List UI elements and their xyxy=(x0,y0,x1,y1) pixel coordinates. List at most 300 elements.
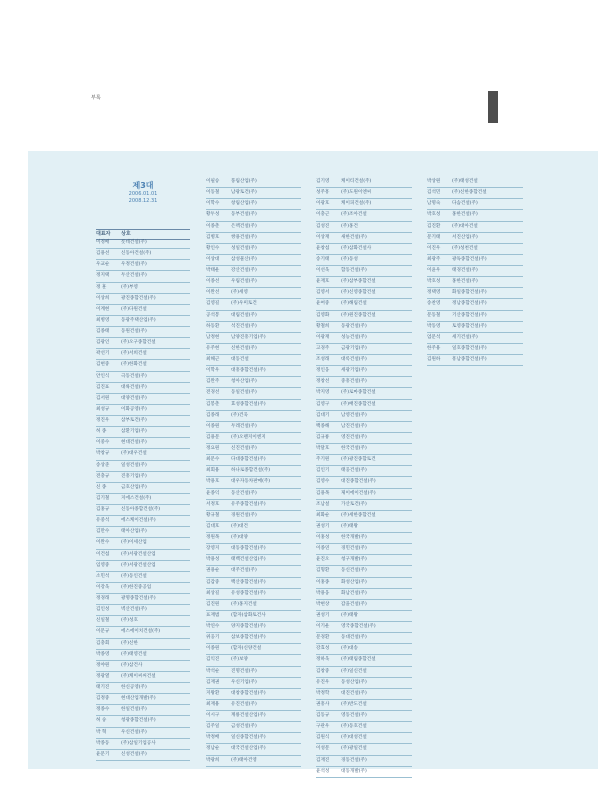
representative-name: 정지택 xyxy=(96,273,110,279)
list-item xyxy=(96,616,190,627)
list-item xyxy=(206,578,301,589)
company-name: 남양진흥기업(주) xyxy=(231,334,266,340)
representative-name: 이계현 xyxy=(96,306,110,312)
representative-name: 황인수 xyxy=(206,245,220,251)
list-item xyxy=(96,438,190,449)
company-name: 토영종합건설(주) xyxy=(452,323,487,329)
company-name: 대륙건설(주) xyxy=(121,384,147,390)
representative-name: 최화순 xyxy=(316,512,330,518)
company-name: 대국건설산업(주) xyxy=(231,746,266,752)
list-item xyxy=(96,238,190,249)
list-item xyxy=(96,627,190,638)
company-name: 대림건설(주) xyxy=(231,312,257,318)
company-name: 동광건설(주) xyxy=(341,323,367,329)
list-item xyxy=(206,311,301,322)
company-name: 화남건설(주) xyxy=(341,590,367,596)
company-name: 남영건설(주) xyxy=(341,412,367,418)
company-name: 한일건설(주) xyxy=(121,707,147,713)
list-item xyxy=(316,311,412,322)
company-name: 갑을건설(주) xyxy=(341,601,367,607)
list-item xyxy=(427,188,523,199)
list-item xyxy=(96,594,190,605)
list-item xyxy=(316,700,412,711)
list-item xyxy=(206,422,301,433)
company-name: (주)삼부종합건설 xyxy=(341,279,376,285)
company-name: 제이에이건설(주) xyxy=(341,490,376,496)
company-name: (주)다원건설 xyxy=(121,306,147,312)
company-name: 화성산업(주) xyxy=(341,579,367,585)
representative-name: 윤진오 xyxy=(316,557,330,563)
representative-name: 김주일 xyxy=(206,724,220,730)
list-item xyxy=(206,644,301,655)
list-item xyxy=(206,433,301,444)
representative-name: 이필승 xyxy=(206,179,220,184)
representative-name: 이종연 xyxy=(316,546,330,552)
list-item xyxy=(96,550,190,561)
list-item xyxy=(96,327,190,338)
list-item xyxy=(316,566,412,577)
company-name: 합동건설(주) xyxy=(341,268,367,273)
representative-name: 권성기 xyxy=(316,612,330,618)
representative-name: 박종영 xyxy=(96,651,110,657)
company-name: 대우자동차판매(주) xyxy=(231,479,271,485)
company-name: (주)한화건설 xyxy=(121,362,147,368)
company-name: 삼부토건(주) xyxy=(121,418,147,423)
list-item xyxy=(316,466,412,477)
list-item xyxy=(96,305,190,316)
company-name: (주)해림건설 xyxy=(341,301,367,307)
list-item xyxy=(206,477,301,488)
list-item xyxy=(316,233,412,244)
representative-name: 정하욱 xyxy=(316,657,330,663)
representative-name: 김성진 xyxy=(316,223,330,229)
company-name: 신동아건설(주) xyxy=(121,251,152,257)
company-name: (주)한진중공업 xyxy=(121,584,152,590)
list-item xyxy=(316,288,412,299)
representative-name: 이정배 xyxy=(96,240,110,245)
representative-name: 김병호 xyxy=(206,234,220,240)
representative-name: 김영길 xyxy=(206,301,220,307)
list-item xyxy=(316,344,412,355)
company-name: (주)삼건사 xyxy=(121,662,143,668)
list-item xyxy=(206,411,301,422)
company-name: (주)태아건영 xyxy=(231,757,257,763)
company-name: 은맥건설(주) xyxy=(231,223,257,229)
company-name: 중흥건설(주) xyxy=(341,379,367,385)
representative-name: 지왕환 xyxy=(206,690,220,696)
list-item xyxy=(96,561,190,572)
list-item xyxy=(96,538,190,549)
list-item xyxy=(316,678,412,689)
list-item xyxy=(316,422,412,433)
representative-name: 장영지 xyxy=(206,546,220,552)
company-name: 동대건설(주) xyxy=(341,635,367,641)
representative-name: 박상원 xyxy=(427,179,441,184)
representative-name: 김창중 xyxy=(316,668,330,674)
company-name: (주)원진종합건설 xyxy=(341,312,376,318)
company-name: 광명종합건설(주) xyxy=(121,596,156,601)
company-name: 남진건설(주) xyxy=(341,423,367,429)
list-item xyxy=(316,544,412,555)
representative-name: 태기진 xyxy=(96,685,110,690)
list-item xyxy=(316,400,412,411)
list-item xyxy=(96,650,190,661)
company-name: (주)서광건설산업 xyxy=(121,562,156,568)
column-1 xyxy=(96,238,190,761)
representative-name: 김완주 xyxy=(206,379,220,385)
list-item xyxy=(316,411,412,422)
list-item xyxy=(427,177,523,188)
representative-name: 김서원 xyxy=(96,395,110,401)
company-name: 서진산업(주) xyxy=(452,234,478,240)
column-3 xyxy=(316,177,412,778)
representative-name: 윤종익 xyxy=(206,490,220,496)
list-item xyxy=(316,455,412,466)
company-name: 동일건설(주) xyxy=(231,390,257,396)
company-name: 흥남종합건설(주) xyxy=(452,357,487,362)
list-item xyxy=(96,683,190,694)
representative-name: 박동영 xyxy=(427,323,441,329)
representative-name: 윤석성 xyxy=(316,768,330,774)
company-name: (주)성호 xyxy=(121,618,138,624)
representative-name: 이상대 xyxy=(206,256,220,262)
company-name: 대진종합건설(주) xyxy=(341,479,376,485)
list-item xyxy=(96,249,190,260)
representative-name: 정원목 xyxy=(206,535,220,540)
representative-name: 박창규 xyxy=(96,451,110,457)
company-name: 경원건설(주) xyxy=(231,512,257,518)
company-name: (주)태림종합건설 xyxy=(341,657,376,663)
representative-name: 정창선 xyxy=(316,379,330,385)
representative-name: 소민석 xyxy=(96,573,110,579)
representative-name: 이홍성 xyxy=(316,535,330,540)
representative-name: 박호성 xyxy=(427,279,441,285)
list-item xyxy=(316,655,412,666)
company-name: 현대산업개발(주) xyxy=(121,696,156,702)
list-item xyxy=(206,733,301,744)
representative-name: 윤여중 xyxy=(316,301,330,307)
list-item xyxy=(96,583,190,594)
representative-name: 최회용 xyxy=(206,468,220,474)
company-name: 홍한건설(주) xyxy=(452,212,478,218)
company-name: 화일종합건설(주) xyxy=(452,290,487,296)
representative-name: 유중석 xyxy=(96,518,110,524)
list-item xyxy=(206,222,301,233)
company-name: 우정건설(주) xyxy=(121,262,147,268)
list-item xyxy=(206,177,301,188)
representative-name: 김용문 xyxy=(206,434,220,440)
list-item xyxy=(316,689,412,700)
list-item xyxy=(96,639,190,650)
list-item xyxy=(96,427,190,438)
list-item xyxy=(206,566,301,577)
representative-name: 김동규 xyxy=(316,713,330,718)
list-item xyxy=(316,210,412,221)
representative-name: 전경선 xyxy=(206,390,220,396)
representative-name: 최병영 xyxy=(96,317,110,323)
company-name: (주)오렌지이엔지 xyxy=(231,434,266,440)
list-item xyxy=(96,527,190,538)
list-item xyxy=(316,377,412,388)
company-name: (주)대아건설 xyxy=(452,223,478,229)
company-name: 대동종합건설(주) xyxy=(231,546,266,552)
representative-name: 이종원 xyxy=(206,423,220,429)
list-item xyxy=(96,383,190,394)
company-name: (주)대우건설 xyxy=(121,451,147,457)
list-item xyxy=(206,555,301,566)
representative-name: 김영서 xyxy=(316,290,330,296)
representative-name: 김봉춘 xyxy=(206,401,220,407)
list-item xyxy=(96,416,190,427)
list-item xyxy=(206,388,301,399)
representative-name: 박연수 xyxy=(206,624,220,629)
representative-name: 위웅기 xyxy=(206,635,220,641)
list-item xyxy=(206,589,301,600)
representative-name: 이충근 xyxy=(316,212,330,218)
representative-name: 백종해 xyxy=(316,423,330,429)
list-item xyxy=(316,477,412,488)
company-name: (주)태왕 xyxy=(341,523,358,529)
company-name: (주)홍지건설 xyxy=(231,601,257,607)
list-item xyxy=(96,316,190,327)
company-name: 대동건설 xyxy=(231,357,249,362)
company-name: 한신공영(주) xyxy=(121,685,147,690)
company-name: (주)대성건설 xyxy=(341,735,367,741)
list-item xyxy=(206,455,301,466)
representative-name: 조남설 xyxy=(316,501,330,507)
company-name: (주)동성 xyxy=(341,256,358,262)
representative-name: 김광인 xyxy=(96,340,110,346)
representative-name: 김종태 xyxy=(96,329,110,334)
list-item xyxy=(427,277,523,288)
company-name: 기산종합건설(주) xyxy=(452,312,487,318)
representative-name: 성주흥 xyxy=(316,190,330,196)
list-item xyxy=(206,188,301,199)
company-name: (주)건욱 xyxy=(231,412,248,418)
list-item xyxy=(316,578,412,589)
representative-name: 김충회 xyxy=(96,640,110,646)
company-name: (주)세영 xyxy=(231,290,248,296)
company-name: 남광토건(주) xyxy=(231,190,257,196)
list-item xyxy=(96,705,190,716)
list-item xyxy=(427,233,523,244)
list-item xyxy=(96,405,190,416)
company-name: (주)반도건설 xyxy=(341,701,367,707)
list-item xyxy=(316,244,412,255)
representative-name: 이학우 xyxy=(206,368,220,374)
company-name: 광독종합건설(주) xyxy=(452,256,487,262)
representative-name: 박석순 xyxy=(206,668,220,674)
representative-name: 유주현 xyxy=(206,345,220,351)
list-item xyxy=(316,611,412,622)
company-name: 일성건설(주) xyxy=(121,462,147,468)
company-name: (주)성천건설 xyxy=(452,245,478,251)
list-item xyxy=(96,750,190,761)
company-name: 동산건설(주) xyxy=(231,490,257,496)
representative-name: 이상재 xyxy=(316,234,330,240)
list-item xyxy=(96,716,190,727)
representative-name: 엄문석 xyxy=(427,334,441,340)
list-item xyxy=(96,271,190,282)
representative-name: 이종원 xyxy=(206,646,220,652)
list-item xyxy=(316,444,412,455)
list-item xyxy=(427,333,523,344)
company-name: 성능건설(주) xyxy=(341,334,367,340)
representative-name: 이기운 xyxy=(316,624,330,629)
list-item xyxy=(427,288,523,299)
list-item xyxy=(96,283,190,294)
representative-name: 김기영 xyxy=(316,179,330,184)
company-name: 석진건설(주) xyxy=(231,323,257,329)
company-name: 동부건설(주) xyxy=(231,212,257,218)
representative-name: 이완선 xyxy=(206,290,220,296)
list-item xyxy=(206,500,301,511)
representative-name: 박용성 xyxy=(206,557,220,563)
representative-name: 문기태 xyxy=(427,234,441,240)
representative-name: 황두성 xyxy=(206,212,220,218)
list-item xyxy=(206,277,301,288)
representative-name: 김원식 xyxy=(316,735,330,741)
representative-name: 이선욱 xyxy=(316,268,330,273)
representative-name: 윤창섭 xyxy=(316,245,330,251)
representative-name: 서정호 xyxy=(206,501,220,507)
representative-name: 문동철 xyxy=(427,312,441,318)
company-name: 에스케이건설(주) xyxy=(121,518,156,524)
representative-name: 안인식 xyxy=(96,373,110,379)
representative-name: 박광희 xyxy=(206,757,220,763)
company-name: 삼성물산(주) xyxy=(231,256,257,262)
representative-name: 신일철 xyxy=(96,618,110,624)
representative-name: 황철희 xyxy=(316,323,330,329)
representative-name: 이광호 xyxy=(316,201,330,207)
representative-name: 최상길 xyxy=(206,590,220,596)
company-name: (주)태영건설 xyxy=(121,651,147,657)
list-item xyxy=(316,711,412,722)
column-4 xyxy=(427,177,523,366)
representative-name: 박태운 xyxy=(206,268,220,273)
company-name: 극동건설(주) xyxy=(121,373,147,379)
company-name: (주)태왕 xyxy=(341,612,358,618)
representative-name: 이문규 xyxy=(96,629,110,635)
list-item xyxy=(206,333,301,344)
representative-name: 박달호 xyxy=(316,446,330,451)
representative-name: 김정중 xyxy=(96,696,110,702)
list-item xyxy=(316,589,412,600)
list-item xyxy=(206,233,301,244)
term-title: 제3대 xyxy=(132,181,154,190)
company-name: 롯데건설(주) xyxy=(121,240,147,245)
representative-name: 우교순 xyxy=(96,262,110,268)
representative-name: 정택영 xyxy=(427,290,441,296)
company-name: (주)세한종합건설 xyxy=(341,512,376,518)
company-name: 대창종합건설(주) xyxy=(231,690,266,696)
list-item xyxy=(206,744,301,755)
page-tag: 부록 xyxy=(91,95,101,101)
list-item xyxy=(96,461,190,472)
list-item xyxy=(206,466,301,477)
representative-name: 이완수 xyxy=(96,540,110,546)
list-item xyxy=(96,338,190,349)
representative-name: 김홍규 xyxy=(96,507,110,512)
list-item xyxy=(206,667,301,678)
list-item xyxy=(96,672,190,683)
list-item xyxy=(316,177,412,188)
company-name: 우신건설(주) xyxy=(121,729,147,735)
list-item xyxy=(206,522,301,533)
list-item xyxy=(206,511,301,522)
representative-name: 윤재호 xyxy=(316,279,330,285)
company-name: (주)서광건설산업 xyxy=(121,551,156,557)
representative-name: 김종래 xyxy=(206,412,220,418)
representative-name: 이강욱 xyxy=(96,584,110,590)
term-start-date: 2006.01.01 xyxy=(128,191,158,197)
company-name: (주)대송 xyxy=(341,646,358,652)
list-item xyxy=(427,299,523,310)
company-name: 새한건설(주) xyxy=(341,234,367,240)
list-item xyxy=(316,511,412,522)
list-item xyxy=(96,449,190,460)
company-name: 우림건설(주) xyxy=(231,279,257,285)
representative-name: 김영구 xyxy=(316,401,330,407)
list-item xyxy=(316,333,412,344)
representative-name: 유진우 xyxy=(316,679,330,685)
representative-name: 김갑중 xyxy=(206,579,220,585)
list-item xyxy=(316,522,412,533)
representative-name: 정경래 xyxy=(96,596,110,601)
list-item xyxy=(206,255,301,266)
company-name: 양지종합건설(주) xyxy=(231,624,266,629)
list-item xyxy=(96,260,190,271)
representative-name: 김진환 xyxy=(427,223,441,229)
list-item xyxy=(316,489,412,500)
company-name: 이화공영(주) xyxy=(121,406,147,412)
list-item xyxy=(427,322,523,333)
representative-name: 정남순 xyxy=(206,746,220,752)
representative-name: 김만수 xyxy=(96,529,110,535)
company-name: 효성종합건설(주) xyxy=(231,401,266,407)
representative-name: 정요원 xyxy=(206,446,220,451)
header-company: 상호 xyxy=(121,231,131,237)
company-name: 태웅건설(주) xyxy=(341,468,367,474)
representative-name: 허 숭 xyxy=(96,718,107,724)
list-item xyxy=(316,644,412,655)
company-name: 쌍용건설(주) xyxy=(231,234,257,240)
representative-name: 김영수 xyxy=(316,479,330,485)
representative-name: 주기원 xyxy=(316,457,330,463)
company-name: 두레건설(주) xyxy=(231,423,257,429)
company-name: 강산건설(주) xyxy=(231,268,257,273)
list-item xyxy=(206,622,301,633)
list-item xyxy=(206,299,301,310)
representative-name: 최성규 xyxy=(96,406,110,412)
company-name: 일호종합건설(주) xyxy=(452,345,487,351)
list-item xyxy=(316,555,412,566)
representative-name: 김원하 xyxy=(427,357,441,362)
list-item xyxy=(206,444,301,455)
representative-name: 김현중 xyxy=(96,362,110,368)
list-item xyxy=(316,188,412,199)
company-name: 동광주택산업(주) xyxy=(121,317,156,323)
company-name: 신진건설(주) xyxy=(231,446,257,451)
company-name: 유진건설(주) xyxy=(231,701,257,707)
company-name: 지에스건설(주) xyxy=(121,495,152,501)
representative-name: 김재권 xyxy=(206,679,220,685)
representative-name: 임영중 xyxy=(96,562,110,568)
company-name: 금호산업(주) xyxy=(121,484,147,490)
company-name: 가산토건(주) xyxy=(341,501,367,507)
list-item xyxy=(316,277,412,288)
list-item xyxy=(316,722,412,733)
